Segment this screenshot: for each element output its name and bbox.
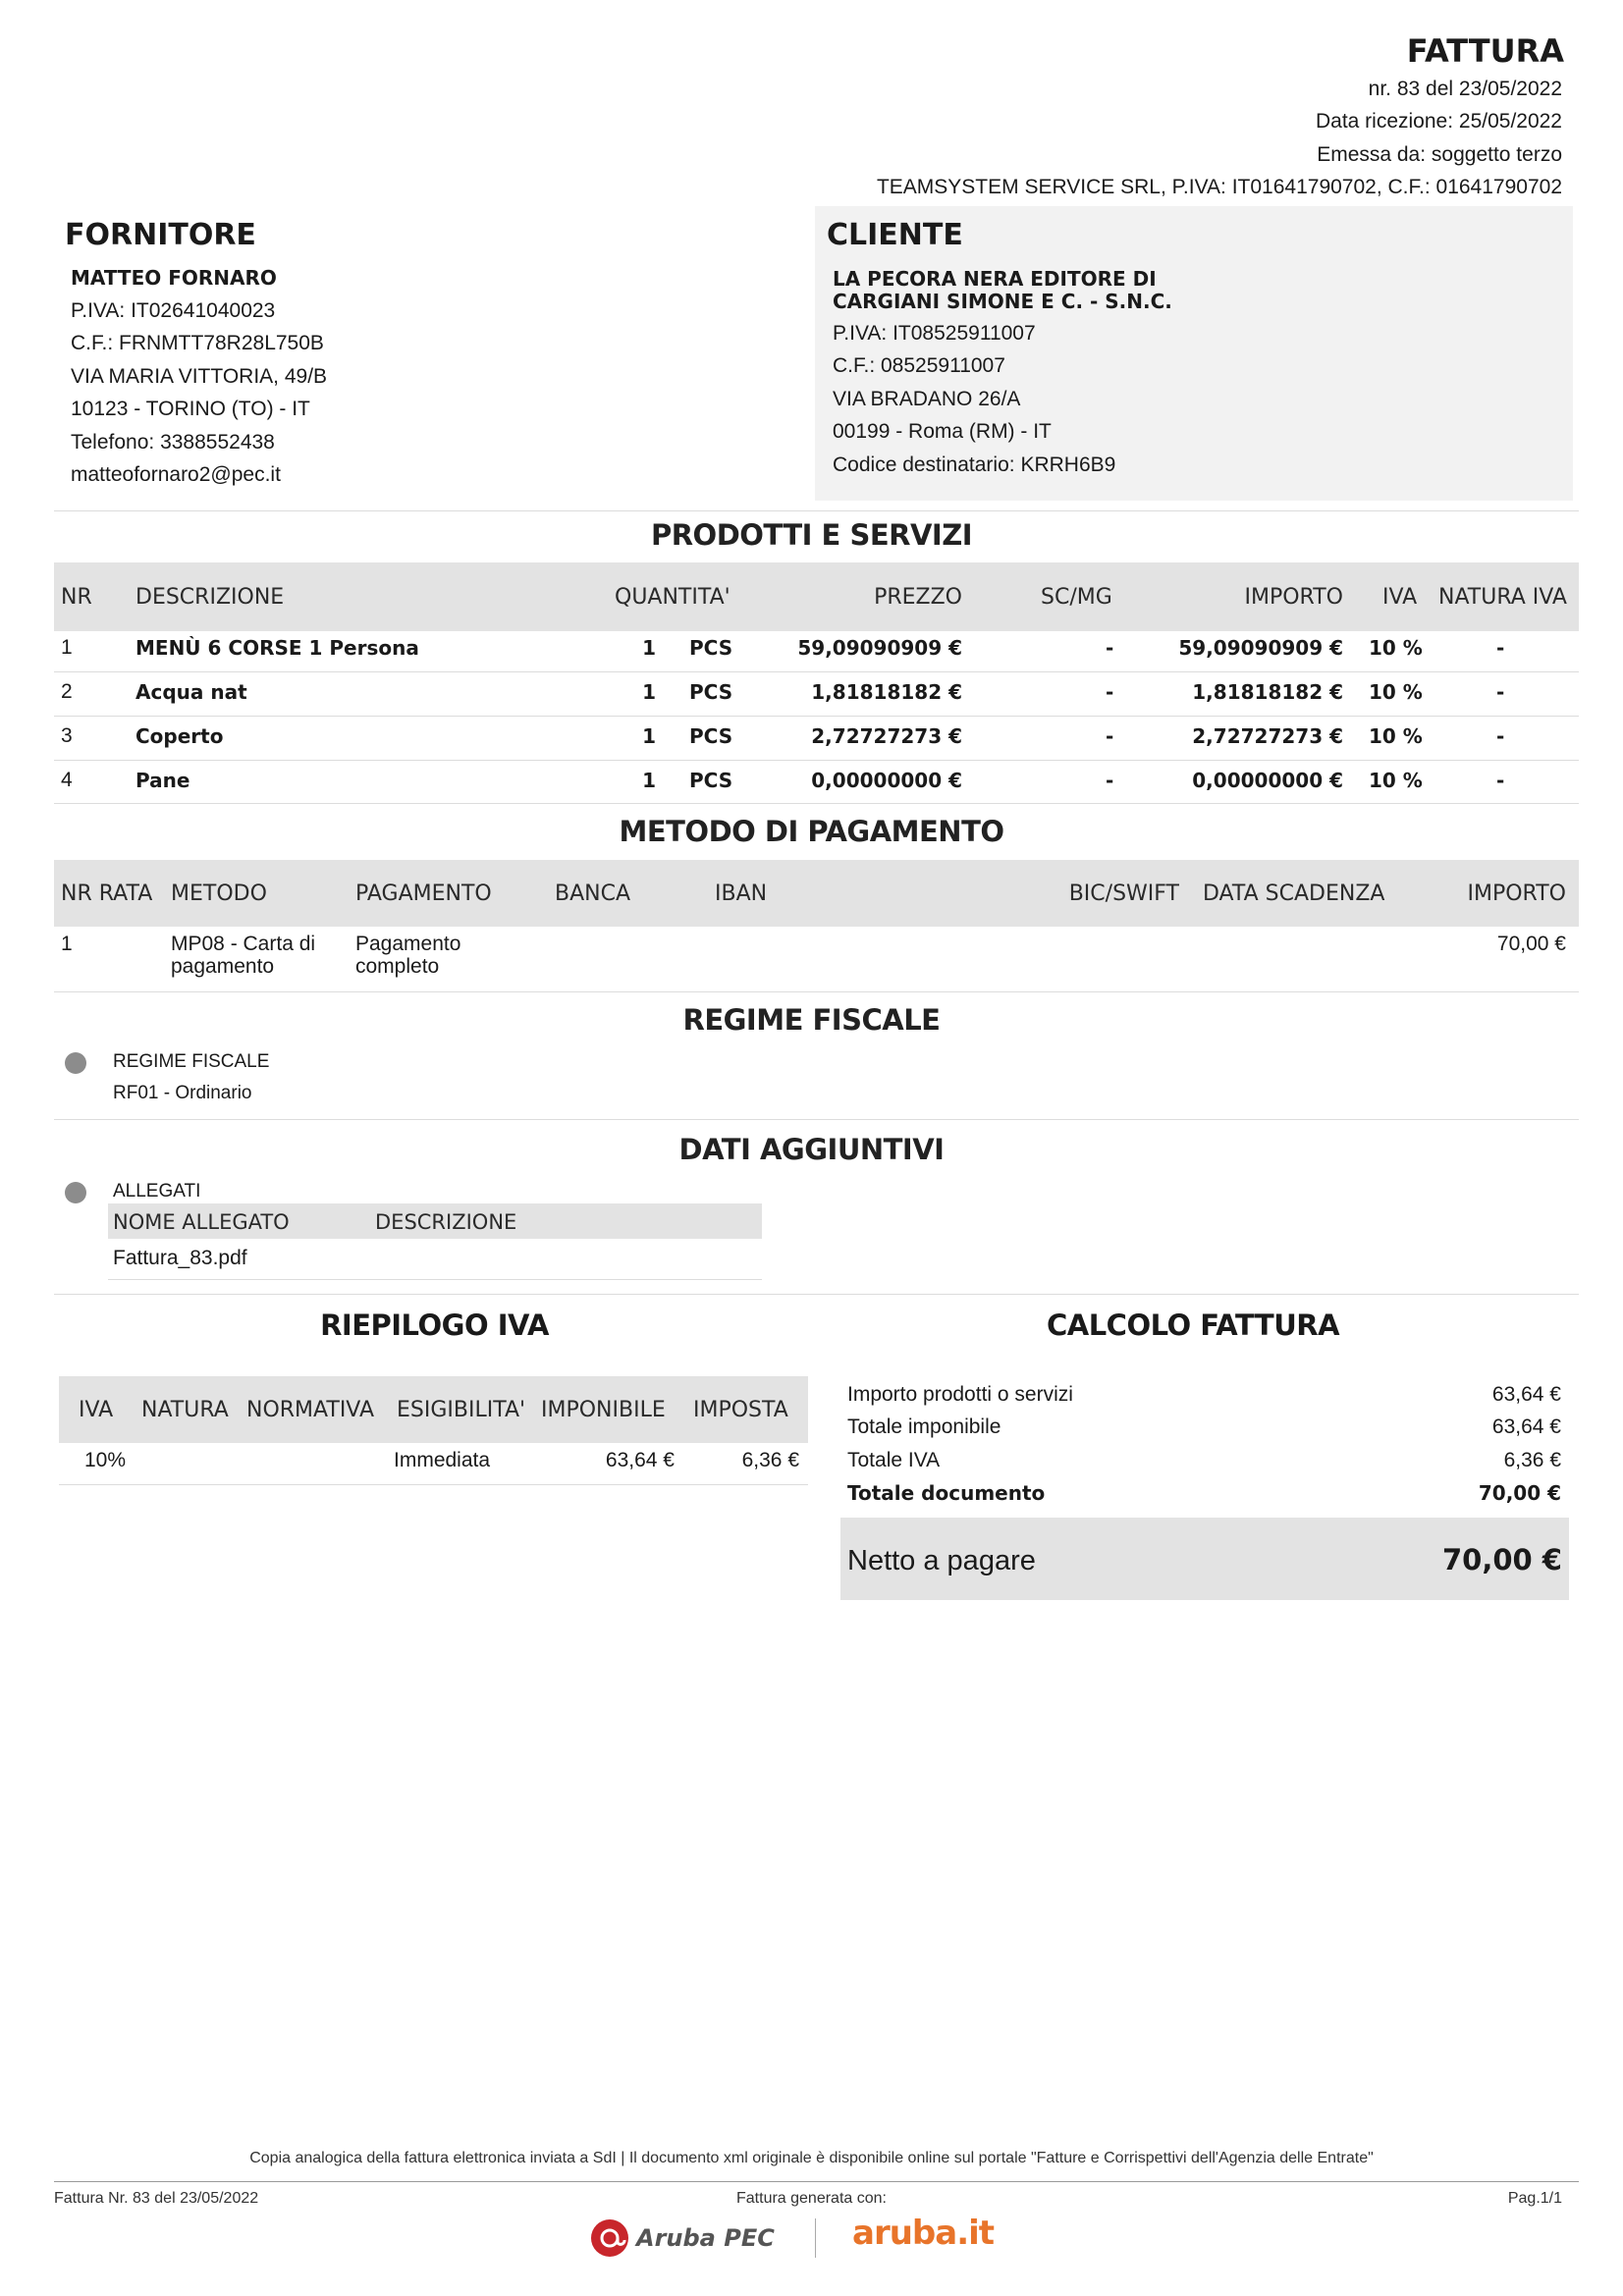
row-natura: - xyxy=(1496,769,1505,792)
row-desc: MENÙ 6 CORSE 1 Persona xyxy=(135,636,419,660)
row-unit: PCS xyxy=(689,724,733,748)
row-divider xyxy=(59,1484,808,1485)
prodotti-title: PRODOTTI E SERVIZI xyxy=(650,518,973,552)
row-nr: 3 xyxy=(61,724,73,747)
col-riep-imponibile: IMPONIBILE xyxy=(541,1398,666,1422)
col-pagamento: PAGAMENTO xyxy=(355,881,492,906)
row-natura: - xyxy=(1496,724,1505,748)
cliente-heading: CLIENTE xyxy=(827,218,963,252)
col-natura-iva: NATURA IVA xyxy=(1438,585,1567,610)
row-natura: - xyxy=(1496,636,1505,660)
netto-label: Netto a pagare xyxy=(847,1545,1036,1576)
cliente-cf: C.F.: 08525911007 xyxy=(833,354,1005,377)
riep-imponibile: 63,64 € xyxy=(605,1449,675,1471)
pag-importo: 70,00 € xyxy=(1496,933,1566,955)
row-divider xyxy=(54,671,1579,672)
col-riep-iva: IVA xyxy=(79,1398,114,1422)
fornitore-city: 10123 - TORINO (TO) - IT xyxy=(71,398,310,420)
cliente-city: 00199 - Roma (RM) - IT xyxy=(833,420,1052,443)
regime-value: RF01 - Ordinario xyxy=(113,1083,252,1103)
row-amount: 0,00000000 € xyxy=(1192,769,1343,792)
allegati-label: ALLEGATI xyxy=(113,1181,201,1201)
cliente-piva: P.IVA: IT08525911007 xyxy=(833,322,1036,345)
pag-pagamento-2: completo xyxy=(355,955,440,978)
calc-label-iva: Totale IVA xyxy=(847,1449,941,1471)
calc-label-prodotti: Importo prodotti o servizi xyxy=(847,1383,1073,1406)
calc-value-prodotti: 63,64 € xyxy=(1491,1383,1561,1406)
row-unit: PCS xyxy=(689,680,733,704)
footer-divider xyxy=(54,2181,1579,2182)
row-nr: 2 xyxy=(61,680,73,703)
row-divider xyxy=(54,803,1579,804)
calc-label-totale: Totale documento xyxy=(847,1481,1046,1505)
calc-value-imponibile: 63,64 € xyxy=(1491,1415,1561,1438)
pagamento-title: METODO DI PAGAMENTO xyxy=(619,815,1004,848)
col-importo: IMPORTO xyxy=(1244,585,1343,610)
row-unit: PCS xyxy=(689,636,733,660)
row-divider xyxy=(108,1279,762,1280)
issuer-info: TEAMSYSTEM SERVICE SRL, P.IVA: IT01641790702, C.F.: 01641790702 xyxy=(876,176,1562,198)
col-data-scadenza: DATA SCADENZA xyxy=(1203,881,1385,906)
calc-value-iva: 6,36 € xyxy=(1503,1449,1561,1471)
divider xyxy=(54,991,1579,992)
col-descrizione: DESCRIZIONE xyxy=(135,585,285,610)
row-qty: 1 xyxy=(642,769,656,792)
row-qty: 1 xyxy=(642,636,656,660)
row-amount: 2,72727273 € xyxy=(1192,724,1343,748)
cliente-code: Codice destinatario: KRRH6B9 xyxy=(833,454,1116,476)
riep-imposta: 6,36 € xyxy=(741,1449,799,1471)
col-descrizione-allegato: DESCRIZIONE xyxy=(375,1210,517,1234)
aruba-pec-logo-text: Aruba PEC xyxy=(636,2224,775,2252)
col-banca: BANCA xyxy=(555,881,631,906)
cliente-name-1: LA PECORA NERA EDITORE DI xyxy=(833,267,1157,291)
row-amount: 59,09090909 € xyxy=(1178,636,1343,660)
fornitore-piva: P.IVA: IT02641040023 xyxy=(71,299,276,322)
riepilogo-title: RIEPILOGO IVA xyxy=(320,1308,549,1342)
fornitore-email: matteofornaro2@pec.it xyxy=(71,463,281,486)
invoice-number: nr. 83 del 23/05/2022 xyxy=(1368,78,1562,100)
row-sc: - xyxy=(1106,769,1114,792)
logo-divider xyxy=(815,2218,816,2258)
col-importo-pag: IMPORTO xyxy=(1467,881,1566,906)
col-scmg: SC/MG xyxy=(1041,585,1112,610)
footer-page: Pag.1/1 xyxy=(1507,2190,1562,2207)
col-riep-natura: NATURA xyxy=(141,1398,229,1422)
calc-label-imponibile: Totale imponibile xyxy=(847,1415,1001,1438)
col-riep-esigibilita: ESIGIBILITA' xyxy=(397,1398,526,1422)
aruba-pec-logo-icon xyxy=(587,2216,632,2260)
footer-left: Fattura Nr. 83 del 23/05/2022 xyxy=(54,2190,259,2207)
pag-metodo-1: MP08 - Carta di xyxy=(171,933,316,955)
col-nome-allegato: NOME ALLEGATO xyxy=(113,1210,290,1234)
row-sc: - xyxy=(1106,680,1114,704)
col-nr-rata: NR RATA xyxy=(61,881,153,906)
row-desc: Coperto xyxy=(135,724,224,748)
allegato-file[interactable]: Fattura_83.pdf xyxy=(113,1247,247,1269)
divider xyxy=(54,510,1579,511)
regime-label: REGIME FISCALE xyxy=(113,1051,270,1072)
calcolo-title: CALCOLO FATTURA xyxy=(1046,1308,1340,1342)
row-desc: Acqua nat xyxy=(135,680,247,704)
row-sc: - xyxy=(1106,724,1114,748)
bullet-icon xyxy=(65,1052,86,1074)
fornitore-cf: C.F.: FRNMTT78R28L750B xyxy=(71,332,324,354)
divider xyxy=(54,1119,1579,1120)
issued-by: Emessa da: soggetto terzo xyxy=(1317,143,1562,166)
col-iban: IBAN xyxy=(715,881,768,906)
row-iva: 10 % xyxy=(1369,724,1423,748)
netto-value: 70,00 € xyxy=(1441,1543,1562,1576)
row-iva: 10 % xyxy=(1369,636,1423,660)
divider xyxy=(54,1294,1579,1295)
footer-center: Fattura generata con: xyxy=(736,2190,887,2207)
aggiuntivi-title: DATI AGGIUNTIVI xyxy=(678,1133,945,1166)
fornitore-phone: Telefono: 3388552438 xyxy=(71,431,275,454)
fornitore-name: MATTEO FORNARO xyxy=(71,266,277,290)
col-iva: IVA xyxy=(1382,585,1418,610)
row-desc: Pane xyxy=(135,769,190,792)
cliente-address: VIA BRADANO 26/A xyxy=(833,388,1021,410)
col-metodo: METODO xyxy=(171,881,267,906)
pag-metodo-2: pagamento xyxy=(171,955,275,978)
aruba-it-logo: aruba.it xyxy=(852,2214,995,2253)
col-riep-imposta: IMPOSTA xyxy=(693,1398,788,1422)
riep-esigibilita: Immediata xyxy=(394,1449,491,1471)
col-quantita: QUANTITA' xyxy=(615,585,730,610)
col-prezzo: PREZZO xyxy=(874,585,962,610)
pag-pagamento-1: Pagamento xyxy=(355,933,461,955)
row-price: 0,00000000 € xyxy=(811,769,962,792)
col-nr: NR xyxy=(61,585,92,610)
row-price: 2,72727273 € xyxy=(811,724,962,748)
row-divider xyxy=(54,716,1579,717)
row-divider xyxy=(54,760,1579,761)
fornitore-address: VIA MARIA VITTORIA, 49/B xyxy=(71,365,328,388)
row-natura: - xyxy=(1496,680,1505,704)
row-qty: 1 xyxy=(642,724,656,748)
col-riep-normativa: NORMATIVA xyxy=(246,1398,375,1422)
row-qty: 1 xyxy=(642,680,656,704)
row-iva: 10 % xyxy=(1369,680,1423,704)
received-date: Data ricezione: 25/05/2022 xyxy=(1315,110,1562,133)
footer-disclaimer: Copia analogica della fattura elettronica inviata a SdI | Il documento xml originale è disponibile online sul portale "Fatture e Corrispettivi dell'Agenzia delle Entrate" xyxy=(249,2150,1374,2166)
row-price: 1,81818182 € xyxy=(811,680,962,704)
row-price: 59,09090909 € xyxy=(797,636,962,660)
regime-title: REGIME FISCALE xyxy=(682,1003,941,1037)
riep-iva: 10% xyxy=(84,1449,127,1471)
invoice-title: FATTURA xyxy=(1406,32,1564,70)
row-nr: 4 xyxy=(61,769,73,791)
fornitore-heading: FORNITORE xyxy=(65,218,256,252)
bullet-icon xyxy=(65,1182,86,1203)
row-iva: 10 % xyxy=(1369,769,1423,792)
cliente-name-2: CARGIANI SIMONE E C. - S.N.C. xyxy=(833,290,1172,313)
aruba-pec-logo xyxy=(587,2216,775,2260)
row-amount: 1,81818182 € xyxy=(1192,680,1343,704)
row-unit: PCS xyxy=(689,769,733,792)
row-sc: - xyxy=(1106,636,1114,660)
col-bic: BIC/SWIFT xyxy=(1068,881,1179,906)
row-nr: 1 xyxy=(61,636,73,659)
pag-nr: 1 xyxy=(61,933,73,955)
calc-value-totale: 70,00 € xyxy=(1478,1481,1561,1505)
